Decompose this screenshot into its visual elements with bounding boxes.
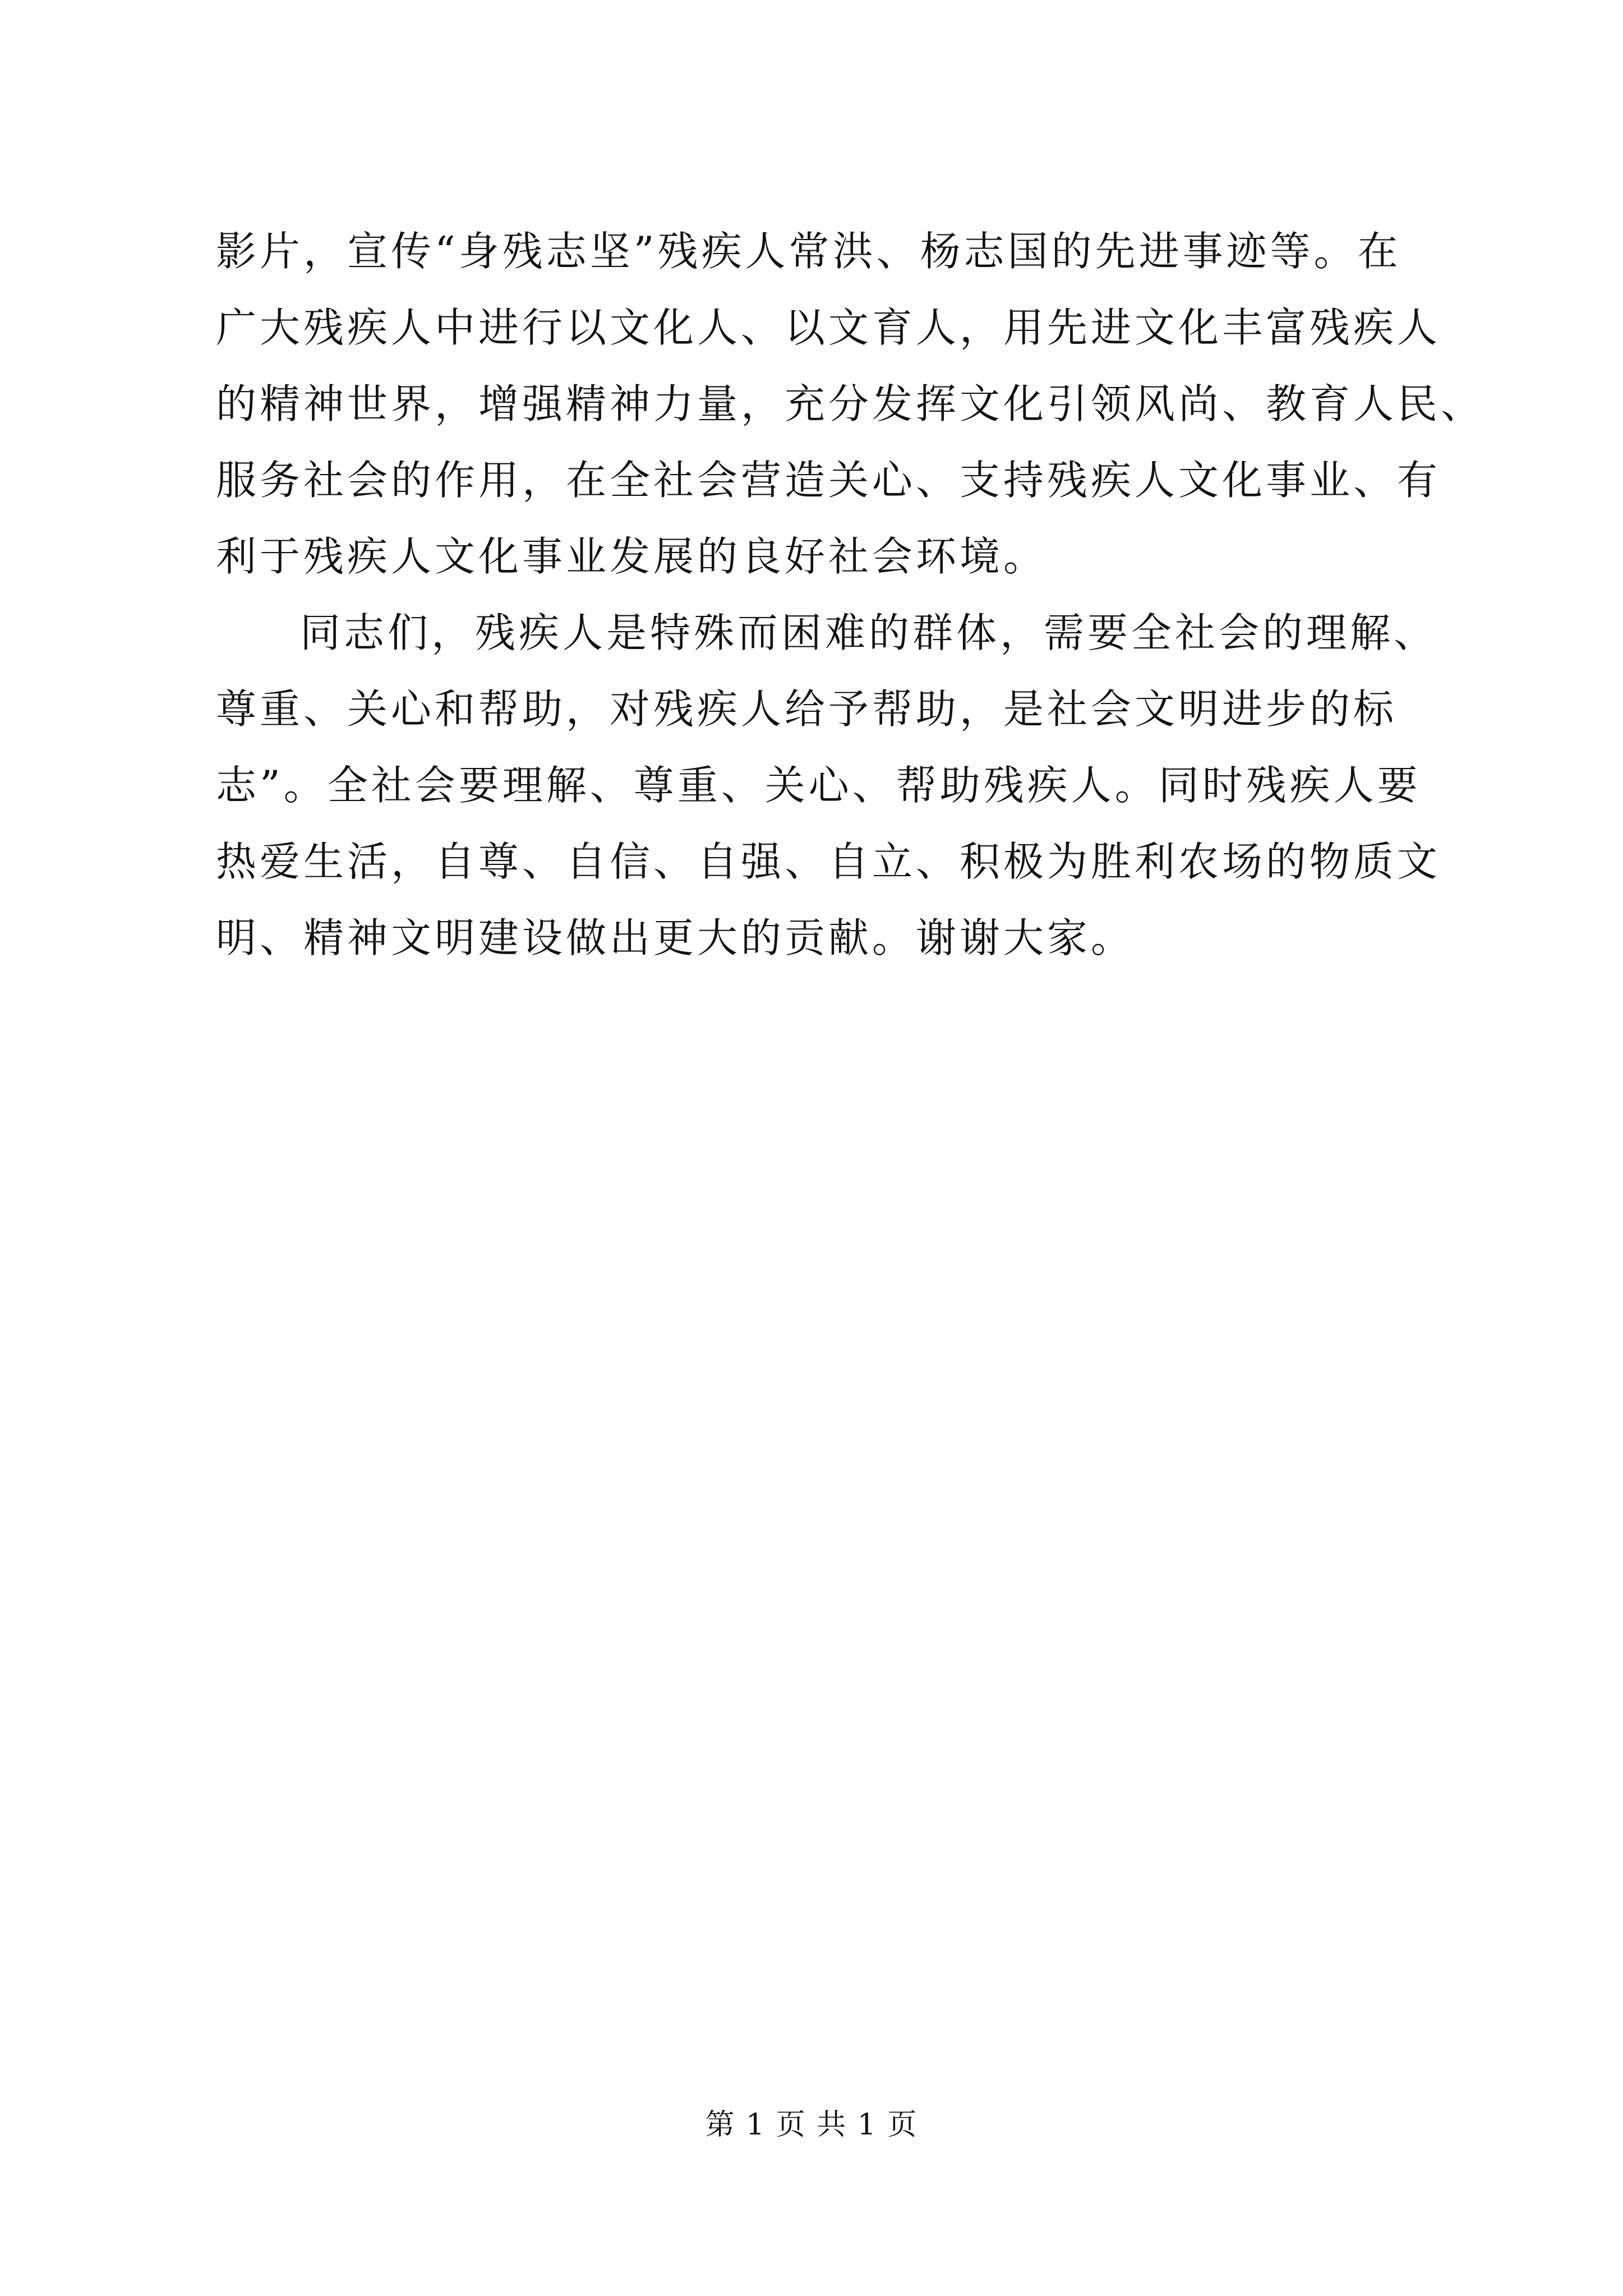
paragraph-line: 广大残疾人中进行以文化人、以文育人，用先进文化丰富残疾人: [216, 304, 1441, 351]
paragraph-line: 志”。全社会要理解、尊重、关心、帮助残疾人。同时残疾人要: [216, 762, 1421, 809]
paragraph-line: 热爱生活，自尊、自信、自强、自立、积极为胜利农场的物质文: [216, 838, 1441, 885]
paragraph-line: 服务社会的作用，在全社会营造关心、支持残疾人文化事业、有: [216, 457, 1441, 504]
page-number-footer: 第 1 页 共 1 页: [705, 2108, 918, 2142]
paragraph-line: 的精神世界，增强精神力量，充分发挥文化引领风尚、教育人民、: [216, 380, 1485, 427]
paragraph-line: 尊重、关心和帮助，对残疾人给予帮助，是社会文明进步的标: [216, 685, 1398, 733]
paragraph-line: 利于残疾人文化事业发展的良好社会环境。: [216, 533, 1048, 580]
paragraph-line: 同志们，残疾人是特殊而困难的群体，需要全社会的理解、: [300, 609, 1438, 656]
document-body: [216, 213, 1485, 976]
paragraph-line: 影片，宣传“身残志坚”残疾人常洪、杨志国的先进事迹等。在: [216, 228, 1401, 275]
paragraph-line: 明、精神文明建设做出更大的贡献。谢谢大家。: [216, 914, 1135, 961]
